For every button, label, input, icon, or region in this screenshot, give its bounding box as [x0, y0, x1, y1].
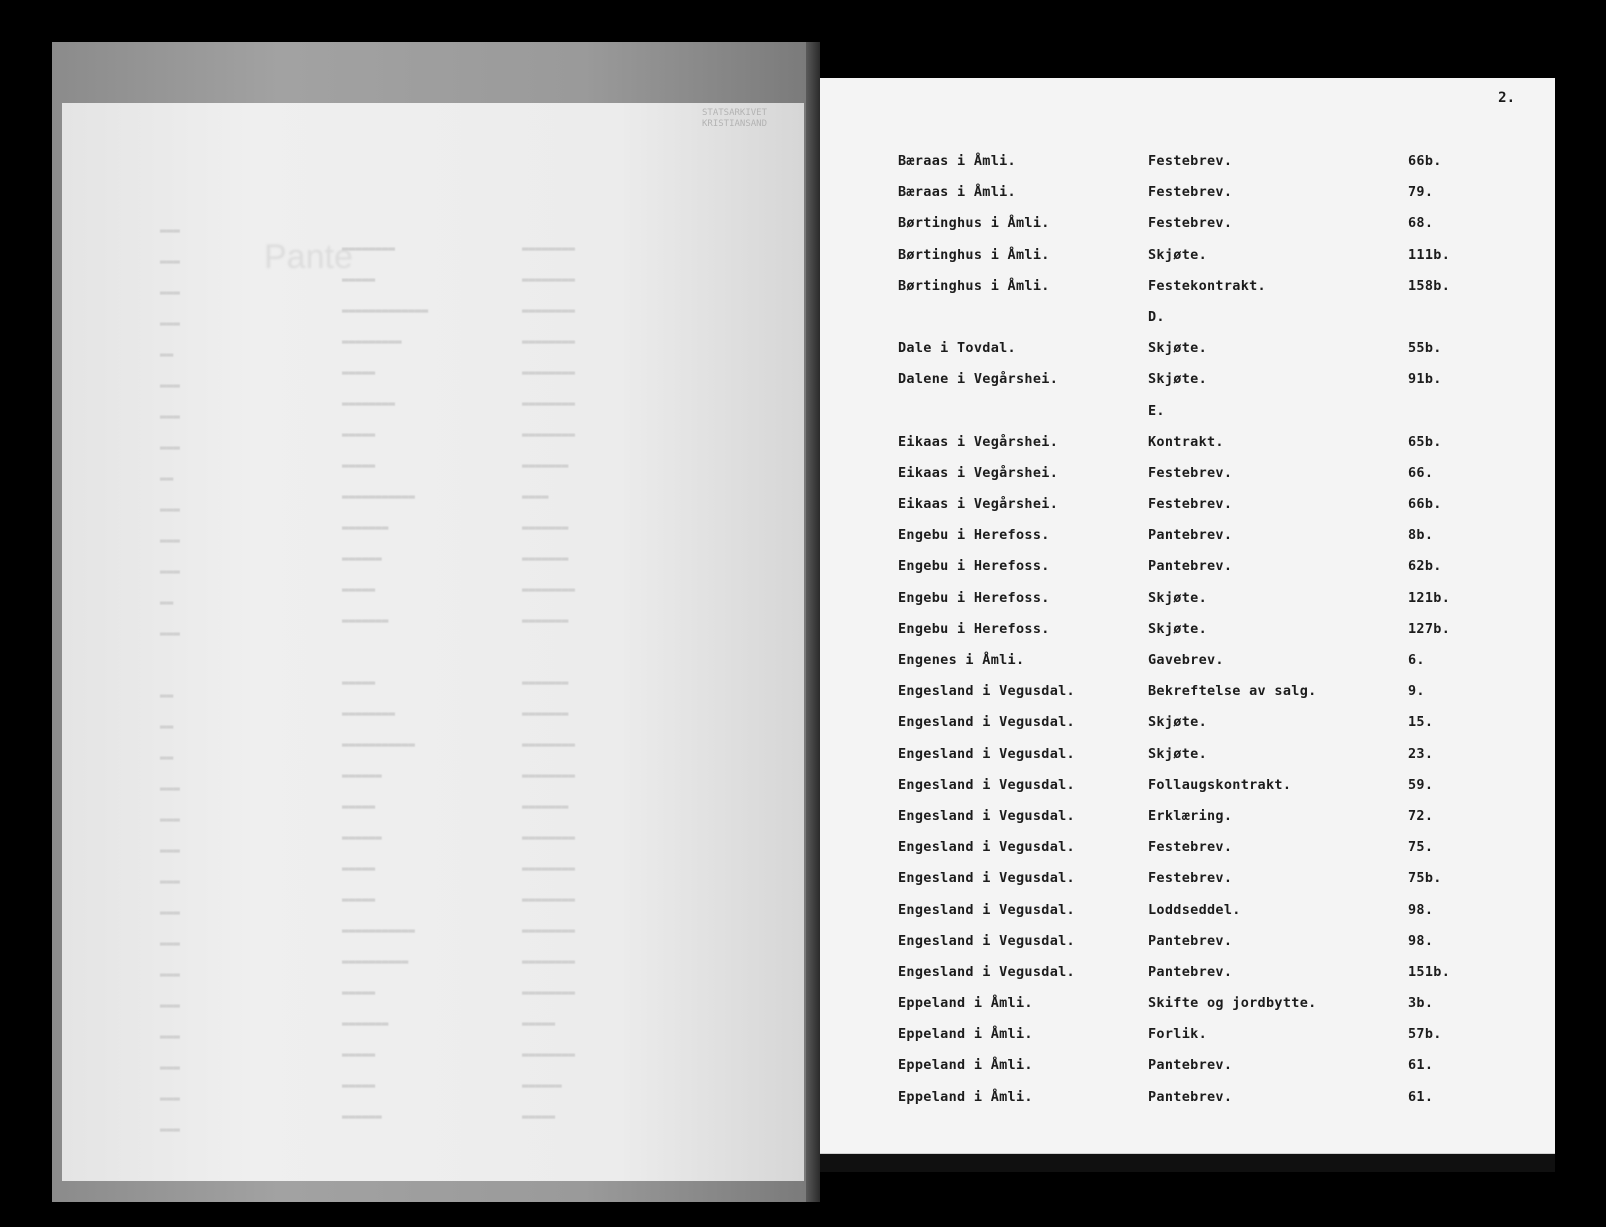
entry-place: Bæraas i Åmli.: [898, 153, 1016, 169]
entry-document-type: Kontrakt.: [1148, 433, 1224, 450]
list-item: [898, 652, 1518, 683]
list-item: [898, 1057, 1518, 1088]
list-item: [898, 496, 1518, 527]
entry-document-type: Forlik.: [1148, 1026, 1207, 1043]
entry-place: Engebu i Herefoss.: [898, 620, 1050, 637]
list-item: [898, 371, 1518, 402]
list-item: [898, 1026, 1518, 1057]
entry-folio: 75b.: [1408, 870, 1442, 887]
list-item: [898, 527, 1518, 558]
entry-place: Eikaas i Vegårshei.: [898, 496, 1059, 513]
entry-document-type: Festebrev.: [1148, 839, 1233, 856]
entry-document-type: Skjøte.: [1148, 589, 1207, 606]
entry-folio: 57b.: [1408, 1026, 1442, 1043]
entry-document-type: Skjøte.: [1148, 340, 1207, 357]
entry-document-type: Skjøte.: [1148, 246, 1207, 263]
list-item: [898, 808, 1518, 839]
entry-place: Engesland i Vegusdal.: [898, 714, 1075, 731]
entry-folio: 55b.: [1408, 340, 1442, 357]
entry-place: Engebu i Herefoss.: [898, 589, 1050, 606]
entry-document-type: Festebrev.: [1148, 184, 1233, 201]
list-item: [898, 621, 1518, 652]
entry-document-type: Festebrev.: [1148, 464, 1233, 481]
entry-folio: 62b.: [1408, 558, 1442, 575]
list-item: [898, 683, 1518, 714]
entry-place: Engesland i Vegusdal.: [898, 683, 1075, 700]
section-letter-label: D.: [1148, 308, 1165, 325]
entry-place: Engesland i Vegusdal.: [898, 839, 1075, 856]
entry-folio: 111b.: [1408, 246, 1451, 263]
entry-document-type: Pantebrev.: [1148, 1088, 1233, 1105]
faint-column: ▬▬▬▬▬▬▬▬ ▬▬▬▬▬▬▬▬ ▬▬▬▬▬▬▬▬ ▬▬▬▬▬▬▬▬ ▬▬▬▬▬▬▬▬ ▬▬▬▬▬▬▬▬ ▬▬▬▬▬▬▬▬ ▬▬▬▬▬▬▬ ▬▬▬▬ ▬▬▬▬▬▬▬ ▬▬▬▬▬▬▬ ▬▬▬▬▬▬▬▬ ▬▬▬▬▬▬▬ ▬▬▬▬▬▬▬ ▬▬▬▬▬▬▬ ▬▬▬▬▬▬▬▬ ▬▬▬▬▬▬▬▬ ▬▬▬▬▬▬▬ ▬▬▬▬▬▬▬▬ ▬▬▬▬▬▬▬▬ ▬▬▬▬▬▬▬▬ ▬▬▬▬▬▬▬▬ ▬▬▬▬▬▬▬▬ ▬▬▬▬▬▬▬▬ ▬▬▬▬▬ ▬▬▬▬▬▬▬▬ ▬▬▬▬▬▬ ▬▬▬▬▬: [522, 242, 575, 1123]
entry-folio: 98.: [1408, 901, 1434, 918]
entry-folio: 68.: [1408, 215, 1434, 232]
entry-folio: 59.: [1408, 776, 1434, 793]
entry-document-type: Erklæring.: [1148, 807, 1233, 824]
entry-place: Dale i Tovdal.: [898, 340, 1016, 357]
list-item: [898, 964, 1518, 995]
list-item: [898, 215, 1518, 246]
list-item: [898, 247, 1518, 278]
entry-place: Eikaas i Vegårshei.: [898, 464, 1059, 481]
faint-column: ▬▬▬ ▬▬▬ ▬▬▬ ▬▬▬ ▬▬ ▬▬▬ ▬▬▬ ▬▬▬ ▬▬ ▬▬▬ ▬▬▬ ▬▬▬ ▬▬ ▬▬▬ ▬▬ ▬▬ ▬▬ ▬▬▬ ▬▬▬ ▬▬▬ ▬▬▬ ▬▬▬ ▬▬▬ ▬▬▬ ▬▬▬ ▬▬▬ ▬▬▬ ▬▬▬ ▬▬▬: [160, 224, 180, 1136]
entry-folio: 15.: [1408, 714, 1434, 731]
entry-place: Børtinghus i Åmli.: [898, 215, 1050, 232]
entry-document-type: Pantebrev.: [1148, 932, 1233, 949]
entry-folio: 75.: [1408, 839, 1434, 856]
entry-document-type: Festebrev.: [1148, 496, 1233, 513]
list-item: [898, 340, 1518, 371]
entry-place: Engesland i Vegusdal.: [898, 901, 1075, 918]
book-gutter: [806, 42, 820, 1202]
list-item: [898, 558, 1518, 589]
list-item: [898, 184, 1518, 215]
entry-folio: 3b.: [1408, 995, 1434, 1012]
list-item: [898, 465, 1518, 496]
entry-folio: 66b.: [1408, 153, 1442, 169]
list-item: [898, 839, 1518, 870]
list-item: [898, 278, 1518, 309]
entry-document-type: Pantebrev.: [1148, 1057, 1233, 1074]
list-item: [898, 870, 1518, 901]
entry-place: Engenes i Åmli.: [898, 652, 1025, 668]
entry-place: Engesland i Vegusdal.: [898, 807, 1075, 824]
entry-place: Engesland i Vegusdal.: [898, 932, 1075, 949]
register-entries: [898, 153, 1518, 1120]
ghost-heading: Pante: [264, 238, 353, 276]
entry-place: Engesland i Vegusdal.: [898, 963, 1075, 980]
entry-document-type: Festebrev.: [1148, 870, 1233, 887]
entry-folio: 158b.: [1408, 277, 1451, 294]
entry-document-type: Festebrev.: [1148, 215, 1233, 232]
list-item: [898, 902, 1518, 933]
faint-column: ▬▬▬▬▬▬▬▬ ▬▬▬▬▬ ▬▬▬▬▬▬▬▬▬▬▬▬▬ ▬▬▬▬▬▬▬▬▬ ▬▬▬▬▬ ▬▬▬▬▬▬▬▬ ▬▬▬▬▬ ▬▬▬▬▬ ▬▬▬▬▬▬▬▬▬▬▬ ▬▬▬▬▬▬▬ ▬▬▬▬▬▬ ▬▬▬▬▬ ▬▬▬▬▬▬▬ ▬▬▬▬▬ ▬▬▬▬▬▬▬▬ ▬▬▬▬▬▬▬▬▬▬▬ ▬▬▬▬▬▬ ▬▬▬▬▬ ▬▬▬▬▬▬ ▬▬▬▬▬ ▬▬▬▬▬ ▬▬▬▬▬▬▬▬▬▬▬ ▬▬▬▬▬▬▬▬▬▬ ▬▬▬▬▬ ▬▬▬▬▬▬▬ ▬▬▬▬▬ ▬▬▬▬▬ ▬▬▬▬▬▬: [342, 242, 429, 1123]
entry-folio: 79.: [1408, 184, 1434, 201]
section-letter: [898, 309, 1518, 340]
entry-place: Eppeland i Åmli.: [898, 1057, 1033, 1074]
entry-document-type: Skjøte.: [1148, 745, 1207, 762]
entry-folio: 72.: [1408, 807, 1434, 824]
list-item: [898, 590, 1518, 621]
right-page: [820, 78, 1555, 1153]
entry-place: Engesland i Vegusdal.: [898, 776, 1075, 793]
entry-place: Eppeland i Åmli.: [898, 995, 1033, 1012]
archive-stamp: [702, 108, 782, 130]
entry-document-type: Skjøte.: [1148, 620, 1207, 637]
entry-folio: 61.: [1408, 1057, 1434, 1074]
entry-place: Bæraas i Åmli.: [898, 184, 1016, 201]
stamp-line: STATSARKIVET: [702, 108, 768, 118]
list-item: [898, 995, 1518, 1026]
left-page-faded: [62, 103, 804, 1181]
entry-folio: 127b.: [1408, 620, 1451, 637]
entry-folio: 61.: [1408, 1088, 1434, 1105]
entry-document-type: Skifte og jordbytte.: [1148, 995, 1317, 1012]
entry-folio: 66.: [1408, 464, 1434, 481]
entry-folio: 6.: [1408, 652, 1425, 668]
entry-document-type: Pantebrev.: [1148, 558, 1233, 575]
entry-place: Eikaas i Vegårshei.: [898, 433, 1059, 450]
list-item: [898, 777, 1518, 808]
entry-place: Engesland i Vegusdal.: [898, 745, 1075, 762]
list-item: [898, 153, 1518, 184]
entry-document-type: Gavebrev.: [1148, 652, 1224, 668]
page-bottom-edge: [820, 1153, 1555, 1172]
entry-place: Dalene i Vegårshei.: [898, 371, 1059, 388]
entry-document-type: Pantebrev.: [1148, 527, 1233, 544]
entry-document-type: Pantebrev.: [1148, 963, 1233, 980]
entry-document-type: Festebrev.: [1148, 153, 1233, 169]
entry-place: Engesland i Vegusdal.: [898, 870, 1075, 887]
entry-document-type: Loddseddel.: [1148, 901, 1241, 918]
entry-place: Børtinghus i Åmli.: [898, 246, 1050, 263]
entry-folio: 121b.: [1408, 589, 1451, 606]
entry-place: Børtinghus i Åmli.: [898, 277, 1050, 294]
entry-document-type: Follaugskontrakt.: [1148, 776, 1292, 793]
section-letter: [898, 403, 1518, 434]
entry-folio: 65b.: [1408, 433, 1442, 450]
list-item: [898, 434, 1518, 465]
entry-place: Engebu i Herefoss.: [898, 527, 1050, 544]
entry-place: Eppeland i Åmli.: [898, 1088, 1033, 1105]
stamp-line: KRISTIANSAND: [702, 119, 768, 129]
entry-folio: 151b.: [1408, 963, 1451, 980]
entry-place: Engebu i Herefoss.: [898, 558, 1050, 575]
entry-folio: 66b.: [1408, 496, 1442, 513]
entry-document-type: Skjøte.: [1148, 714, 1207, 731]
list-item: [898, 746, 1518, 777]
list-item: [898, 1089, 1518, 1120]
entry-document-type: Festekontrakt.: [1148, 277, 1266, 294]
list-item: [898, 714, 1518, 745]
entry-folio: 8b.: [1408, 527, 1434, 544]
entry-folio: 91b.: [1408, 371, 1442, 388]
list-item: [898, 933, 1518, 964]
entry-folio: 98.: [1408, 932, 1434, 949]
entry-place: Eppeland i Åmli.: [898, 1026, 1033, 1043]
entry-folio: 9.: [1408, 683, 1425, 700]
entry-document-type: Skjøte.: [1148, 371, 1207, 388]
page-number: 2.: [1498, 90, 1515, 106]
entry-document-type: Bekreftelse av salg.: [1148, 683, 1317, 700]
entry-folio: 23.: [1408, 745, 1434, 762]
section-letter-label: E.: [1148, 402, 1165, 419]
